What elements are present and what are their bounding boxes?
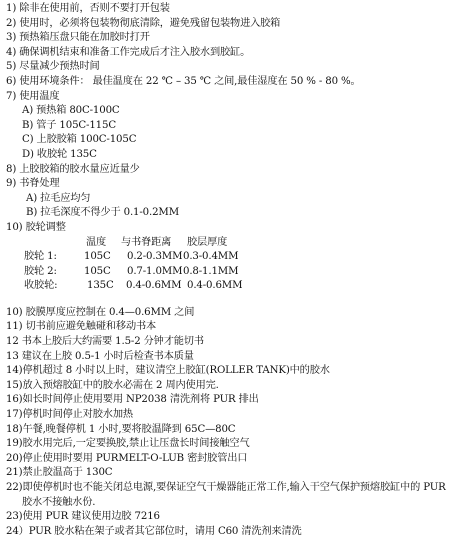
item-21: 21)禁止胶温高于 130C [6, 467, 113, 479]
item-3: 3) 预热箱压盘只能在加胶时打开 [6, 32, 150, 44]
table-cell: 105C [84, 265, 111, 277]
table-cell: 收胶轮: [24, 280, 58, 292]
item-17: 17)停机时间停止对胶水加热 [6, 408, 133, 420]
temp-a: A) 预热箱 80C-100C [22, 105, 120, 117]
item-19: 19)胶水用完后,一定要换胶,禁止让压盘长时间接触空气 [6, 438, 250, 450]
item-10-roller: 10) 胶轮调整 [6, 222, 66, 233]
table-cell: 0.8-1.1MM [183, 265, 239, 277]
table-header: 与书脊距离 [121, 236, 172, 248]
item-1: 1) 除非在使用前，否则不要打开包装 [6, 3, 170, 14]
item-10-film: 10) 胶膜厚度应控制在 0.4—0.6MM 之间 [6, 306, 195, 318]
table-cell: 0.4-0.6MM [126, 280, 182, 292]
item-18: 18)午餐,晚餐停机 1 小时,要将胶温降到 65C—80C [6, 423, 236, 435]
item-23: 23)使用 PUR 建议使用边胶 7216 [6, 511, 160, 523]
table-cell: 105C [84, 251, 111, 263]
table-cell: 胶轮 1: [24, 251, 57, 263]
item-24: 24）PUR 胶水粘在架子或者其它部位时，请用 C60 清洗剂来清洗 [6, 525, 302, 537]
item-8: 8) 上胶胶箱的胶水量应近量少 [6, 163, 140, 175]
item-15: 15)放入预熔胶缸中的胶水必需在 2 周内使用完. [6, 379, 219, 391]
item-7: 7) 使用温度 [6, 90, 60, 102]
item-22-continued: 胶水不接触水份. [22, 496, 96, 508]
table-cell: 0.7-1.0MM [127, 265, 183, 277]
temp-b: B) 管子 105C-115C [22, 119, 116, 131]
item-5: 5) 尽量减少预热时间 [6, 61, 100, 73]
item-4: 4) 确保调机结束和准备工作完成后才注入胶水到胶缸。 [6, 46, 251, 58]
table-cell: 0.4-0.6MM [187, 280, 243, 292]
table-header: 温度 [86, 236, 107, 248]
item-11: 11) 切书前应避免触碰和移动书本 [6, 321, 157, 333]
table-cell: 0.2-0.3MM [127, 251, 183, 263]
table-cell: 135C [87, 280, 114, 292]
temp-c: C) 上胶胶箱 100C-105C [22, 134, 137, 146]
table-cell: 胶轮 2: [24, 265, 57, 277]
item-2: 2) 使用时，必须将包装物彻底清除，避免残留包装物进入胶箱 [6, 17, 281, 29]
item-16: 16)如长时间停止使用要用 NP2038 清洗剂将 PUR 排出 [6, 394, 259, 406]
spine-a: A) 拉毛应均匀 [26, 192, 91, 204]
item-6: 6) 使用环境条件： 最佳温度在 22 ℃ – 35 ℃ 之间,最佳湿度在 50 % - 80 %。 [6, 76, 361, 87]
item-9: 9) 书脊处理 [6, 178, 60, 190]
item-22: 22)即使停机时也不能关闭总电源,要保证空气干燥器能正常工作,输入干空气保护预熔胶缸中的 PUR [6, 481, 446, 493]
spine-b: B) 拉毛深度不得少于 0.1-0.2MM [26, 207, 179, 219]
item-12: 12 书本上胶后大约需要 1.5-2 分钟才能切书 [6, 335, 204, 347]
item-13: 13 建议在上胶 0.5-1 小时后检查书本质量 [6, 350, 194, 362]
item-14: 14)停机超过 8 小时以上时，建议清空上胶缸(ROLLER TANK)中的胶水 [6, 365, 330, 377]
table-header: 胶层厚度 [187, 236, 228, 248]
temp-d: D) 收胶轮 135C [22, 149, 97, 160]
table-cell: 0.3-0.4MM [183, 251, 239, 263]
item-20: 20)停止使用时要用 PURMELT-O-LUB 密封胶管出口 [6, 452, 248, 464]
